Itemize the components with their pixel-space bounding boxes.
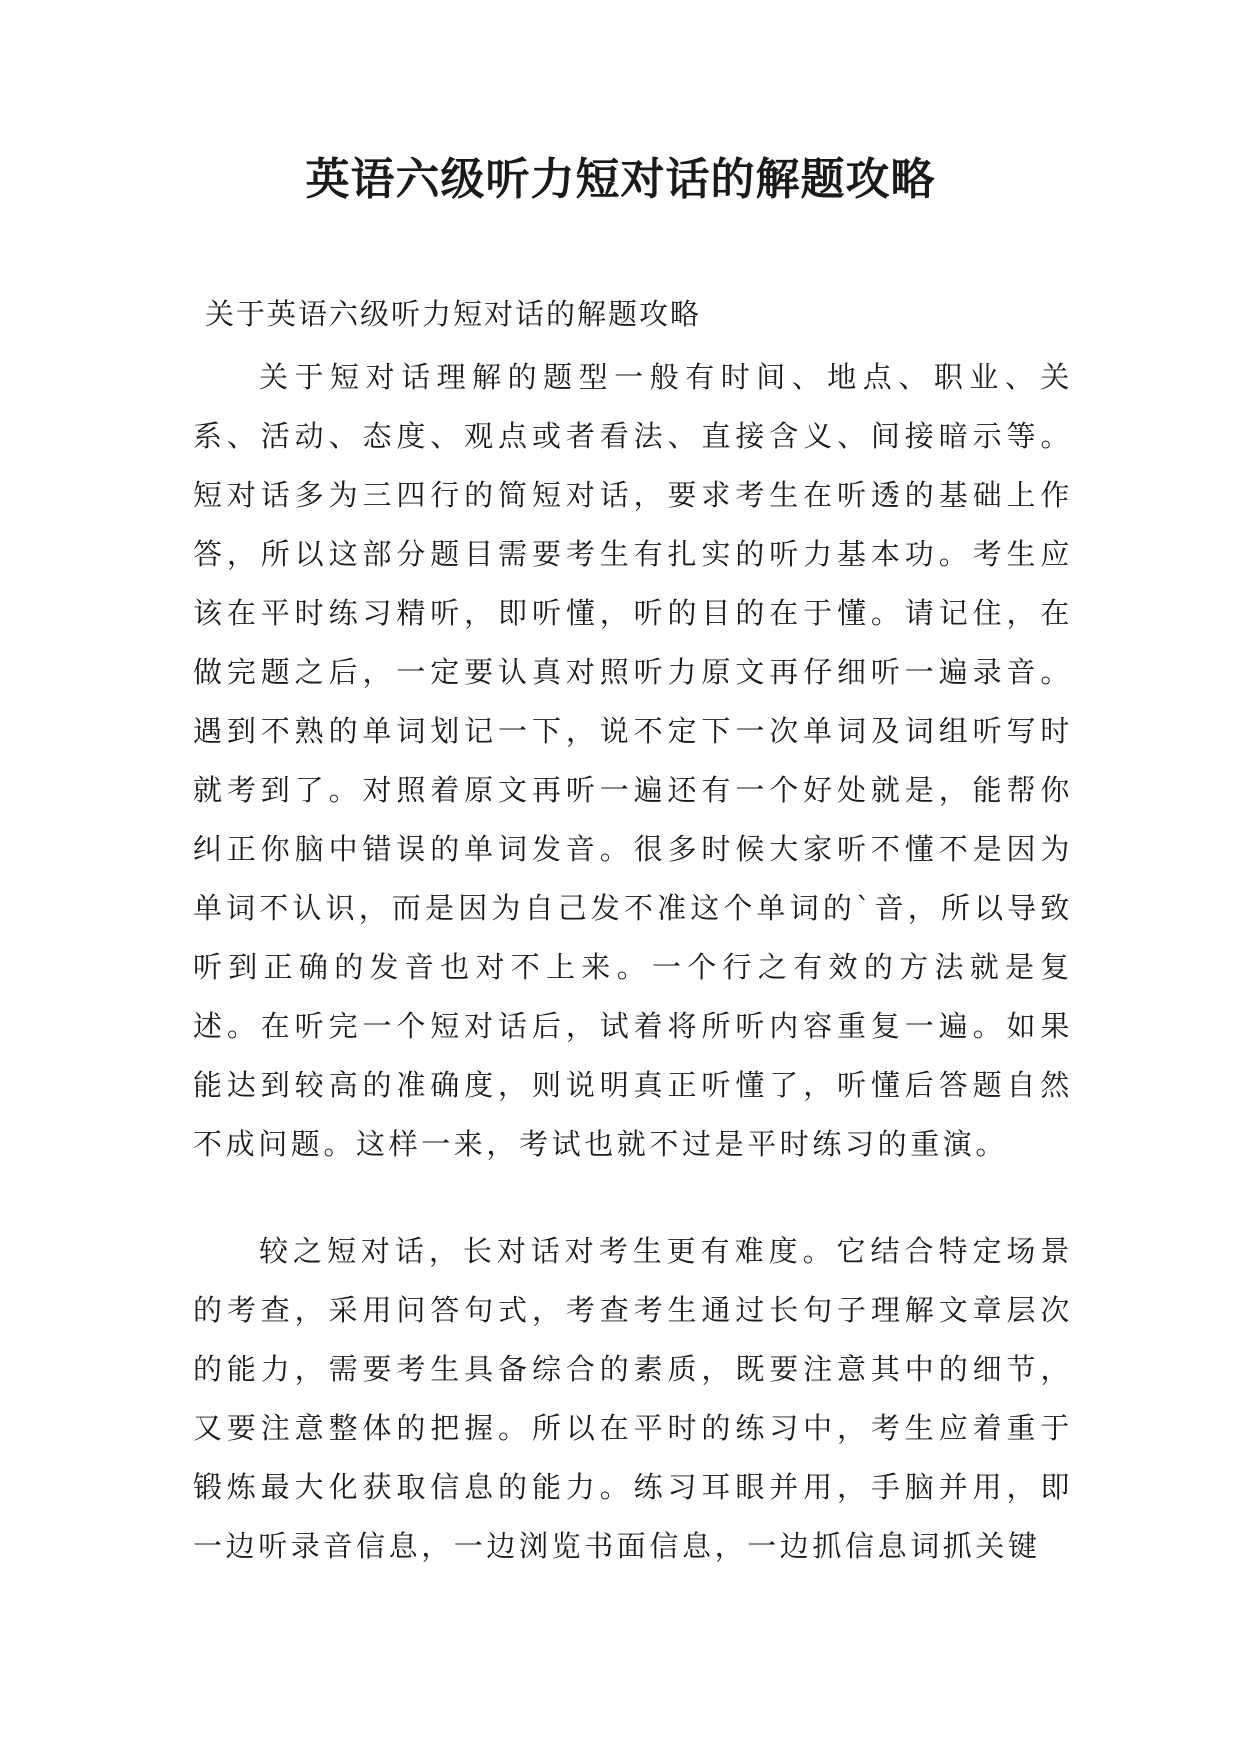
body-paragraph-2: 较之短对话，长对话对考生更有难度。它结合特定场景的考查，采用问答句式，考查考生通过长句子理解文章层次的能力，需要考生具备综合的素质，既要注意其中的细节，又要注意整体的把握。所以在平时的练习中，考生应着重于锻炼最大化获取信息的能力。练习耳眼并用，手脑并用，即一边听录音信息，一边浏览书面信息，一边抓信息词抓关键 [193, 1234, 1073, 1563]
document-subtitle: 关于英语六级听力短对话的解题攻略 [205, 297, 702, 331]
body-paragraph-1: 关于短对话理解的题型一般有时间、地点、职业、关系、活动、态度、观点或者看法、直接含义、间接暗示等。短对话多为三四行的简短对话，要求考生在听透的基础上作答，所以这部分题目需要考生有扎实的听力基本功。考生应该在平时练习精听，即听懂，听的目的在于懂。请记住，在做完题之后，一定要认真对照听力原文再仔细听一遍录音。遇到不熟的单词划记一下，说不定下一次单词及词组听写时就考到了。对照着原文再听一遍还有一个好处就是，能帮你纠正你脑中错误的单词发音。很多时候大家听不懂不是因为单词不认识，而是因为自己发不准这个单词的`音，所以导致听到正确的发音也对不上来。一个行之有效的方法就是复述。在听完一个短对话后，试着将所听内容重复一遍。如果能达到较高的准确度，则说明真正听懂了，听懂后答题自然不成问题。这样一来，考试也就不过是平时练习的重演。 [193, 360, 1073, 1161]
document-title: 英语六级听力短对话的解题攻略 [305, 154, 936, 205]
